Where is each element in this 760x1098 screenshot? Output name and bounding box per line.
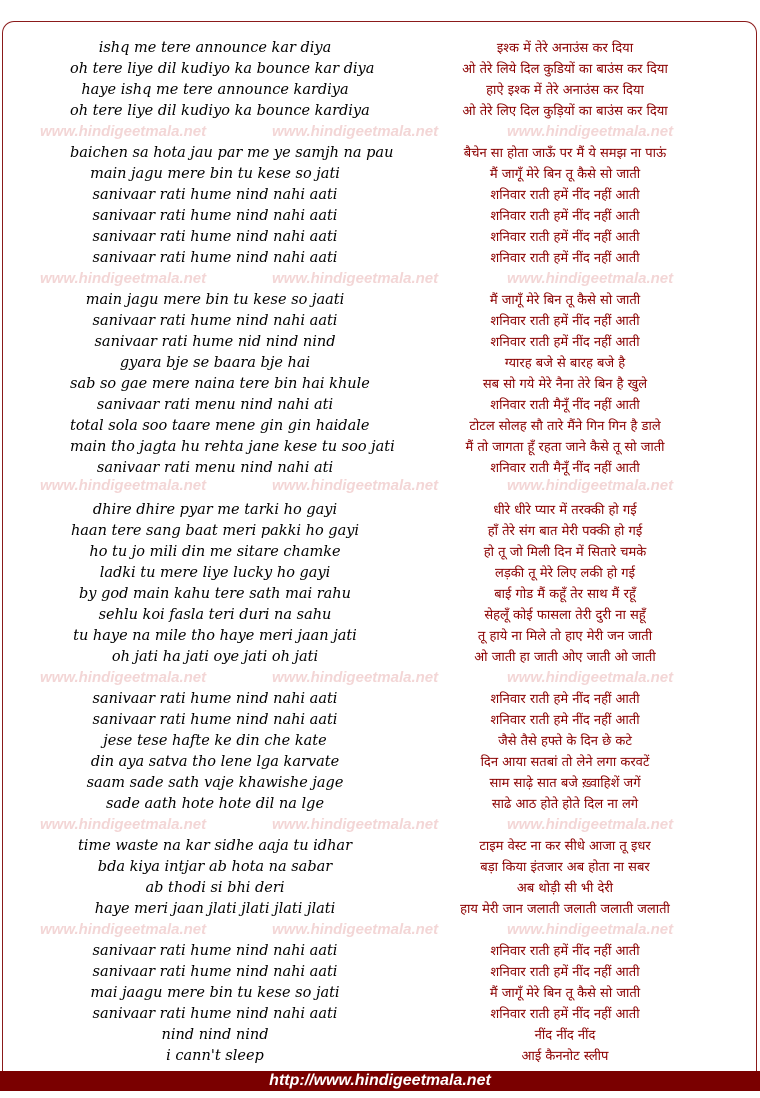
lyric-english: mai jaagu mere bin tu kese so jati xyxy=(90,985,340,1001)
lyric-hindi: सब सो गये मेरे नैना तेरे बिन है खुले xyxy=(482,377,648,392)
watermark-row xyxy=(0,920,760,940)
lyric-hindi: शनिवार राती हमे नींद नहीं आती xyxy=(490,713,640,728)
lyric-line xyxy=(0,773,760,794)
lyric-line xyxy=(0,605,760,626)
lyric-hindi: ओ जाती हा जाती ओए जाती ओ जाती xyxy=(474,650,656,665)
lyric-hindi: शनिवार राती हमें नींद नहीं आती xyxy=(490,314,640,329)
watermark-text: www.hindigeetmala.net xyxy=(272,921,439,938)
lyric-hindi: हाँ तेरे संग बात मेरी पक्की हो गई xyxy=(487,524,643,539)
lyric-line xyxy=(0,416,760,437)
lyric-line xyxy=(0,1046,760,1067)
lyric-line xyxy=(0,1004,760,1025)
lyric-hindi: हाय मेरी जान जलाती जलाती जलाती जलाती xyxy=(460,902,670,917)
lyric-hindi: लड़की तू मेरे लिए लकी हो गई xyxy=(495,566,635,581)
watermark-text: www.hindigeetmala.net xyxy=(40,921,207,938)
lyric-english: sanivaar rati hume nind nahi aati xyxy=(92,691,338,707)
lyric-line xyxy=(0,710,760,731)
watermark-text: www.hindigeetmala.net xyxy=(272,123,439,140)
footer-url-bar[interactable]: http://www.hindigeetmala.net xyxy=(0,1071,760,1091)
lyric-english: sanivaar rati hume nind nahi aati xyxy=(92,313,338,329)
lyric-line xyxy=(0,374,760,395)
lyric-line xyxy=(0,689,760,710)
lyric-hindi: तू हाये ना मिले तो हाए मेरी जन जाती xyxy=(477,629,653,644)
lyric-hindi: आई कैननोट स्लीप xyxy=(521,1049,609,1064)
lyric-line xyxy=(0,962,760,983)
lyric-hindi: अब थोड़ी सी भी देरी xyxy=(516,881,614,896)
lyric-line xyxy=(0,500,760,521)
watermark-row xyxy=(0,476,760,496)
lyric-line xyxy=(0,752,760,773)
lyric-line xyxy=(0,185,760,206)
lyric-english: by god main kahu tere sath mai rahu xyxy=(79,586,351,602)
lyric-line xyxy=(0,395,760,416)
watermark-text: www.hindigeetmala.net xyxy=(507,816,674,833)
lyric-line xyxy=(0,332,760,353)
lyric-english: i cann't sleep xyxy=(166,1048,264,1064)
lyric-hindi: शनिवार राती हमें नींद नहीं आती xyxy=(490,188,640,203)
watermark-text: www.hindigeetmala.net xyxy=(40,669,207,686)
watermark-text: www.hindigeetmala.net xyxy=(272,816,439,833)
lyric-hindi: शनिवार राती हमें नींद नहीं आती xyxy=(490,335,640,350)
watermark-text: www.hindigeetmala.net xyxy=(507,477,674,494)
lyric-line xyxy=(0,878,760,899)
lyric-hindi: टोटल सोलह सौ तारे मैंने गिन गिन है डाले xyxy=(469,419,661,434)
lyric-hindi: ओ तेरे लिये दिल कुडियों का बाउंस कर दिया xyxy=(462,62,668,77)
lyric-line xyxy=(0,164,760,185)
lyric-english: haye meri jaan jlati jlati jlati jlati xyxy=(94,901,336,917)
lyric-english: time waste na kar sidhe aaja tu idhar xyxy=(77,838,353,854)
lyric-english: sanivaar rati hume nind nahi aati xyxy=(92,1006,338,1022)
lyric-hindi: शनिवार राती हमें नींद नहीं आती xyxy=(490,1007,640,1022)
lyric-english: ishq me tere announce kar diya xyxy=(98,40,332,56)
lyric-english: main jagu mere bin tu kese so jati xyxy=(90,166,340,182)
lyric-hindi: मैं जागूँ मेरे बिन तू कैसे सो जाती xyxy=(489,293,641,308)
lyric-english: sade aath hote hote dil na lge xyxy=(105,796,325,812)
lyric-english: dhire dhire pyar me tarki ho gayi xyxy=(92,502,338,518)
lyric-hindi: शनिवार राती हमें नींद नहीं आती xyxy=(490,944,640,959)
lyric-english: bda kiya intjar ab hota na sabar xyxy=(97,859,333,875)
lyric-english: sehlu koi fasla teri duri na sahu xyxy=(98,607,332,623)
lyric-english: sanivaar rati hume nind nahi aati xyxy=(92,712,338,728)
watermark-text: www.hindigeetmala.net xyxy=(507,270,674,287)
lyric-line xyxy=(0,353,760,374)
lyric-line xyxy=(0,143,760,164)
lyric-line xyxy=(0,731,760,752)
lyric-english: saam sade sath vaje khawishe jage xyxy=(86,775,344,791)
lyric-line xyxy=(0,563,760,584)
lyric-english: ab thodi si bhi deri xyxy=(145,880,285,896)
lyric-hindi: मैं तो जागता हूँ रहता जाने कैसे तू सो जाती xyxy=(465,440,665,455)
lyric-english: sab so gae mere naina tere bin hai khule xyxy=(70,376,370,392)
lyric-hindi: साम साढ़े सात बजे ख़्वाहिशें जगें xyxy=(489,776,641,791)
watermark-text: www.hindigeetmala.net xyxy=(40,270,207,287)
lyric-english: total sola soo taare mene gin gin haidale xyxy=(70,418,370,434)
watermark-text: www.hindigeetmala.net xyxy=(507,921,674,938)
watermark-text: www.hindigeetmala.net xyxy=(40,123,207,140)
lyric-english: ho tu jo mili din me sitare chamke xyxy=(89,544,341,560)
lyric-english: sanivaar rati hume nind nahi aati xyxy=(92,943,338,959)
lyric-line xyxy=(0,101,760,122)
lyric-english: nind nind nind xyxy=(161,1027,269,1043)
lyric-line xyxy=(0,794,760,815)
lyric-line xyxy=(0,248,760,269)
lyric-line xyxy=(0,80,760,101)
lyric-english: sanivaar rati hume nind nahi aati xyxy=(92,229,338,245)
lyric-hindi: ओ तेरे लिए दिल कुड़ियों का बाउंस कर दिया xyxy=(462,104,668,119)
lyric-english: sanivaar rati hume nind nahi aati xyxy=(92,250,338,266)
lyric-hindi: शनिवार राती हमें नींद नहीं आती xyxy=(490,251,640,266)
watermark-text: www.hindigeetmala.net xyxy=(40,477,207,494)
lyric-english: sanivaar rati menu nind nahi ati xyxy=(96,460,334,476)
lyric-english: ladki tu mere liye lucky ho gayi xyxy=(99,565,331,581)
lyric-hindi: मैं जागूँ मेरे बिन तू कैसे सो जाती xyxy=(489,167,641,182)
lyric-english: oh jati ha jati oye jati oh jati xyxy=(111,649,319,665)
lyric-english: sanivaar rati menu nind nahi ati xyxy=(96,397,334,413)
lyric-english: main tho jagta hu rehta jane kese tu soo jati xyxy=(70,439,395,455)
lyric-english: haye ishq me tere announce kardiya xyxy=(81,82,349,98)
lyric-line xyxy=(0,941,760,962)
watermark-text: www.hindigeetmala.net xyxy=(272,270,439,287)
lyric-hindi: शनिवार राती मैनूँ नींद नहीं आती xyxy=(490,398,640,413)
lyric-hindi: बैचेन सा होता जाऊँ पर मैं ये समझ ना पाऊं xyxy=(463,146,667,161)
lyric-english: haan tere sang baat meri pakki ho gayi xyxy=(70,523,360,539)
lyric-hindi: ग्यारह बजे से बारह बजे है xyxy=(504,356,626,371)
lyric-hindi: नींद नींद नींद xyxy=(534,1028,596,1043)
lyric-english: oh tere liye dil kudiyo ka bounce kar diya xyxy=(70,61,375,77)
lyric-english: oh tere liye dil kudiyo ka bounce kardiya xyxy=(70,103,370,119)
lyric-line xyxy=(0,542,760,563)
lyric-hindi: दिन आया सतबां तो लेने लगा करवटें xyxy=(480,755,650,770)
lyric-line xyxy=(0,38,760,59)
lyric-english: tu haye na mile tho haye meri jaan jati xyxy=(73,628,357,644)
watermark-text: www.hindigeetmala.net xyxy=(272,477,439,494)
lyric-line xyxy=(0,1025,760,1046)
lyric-hindi: बाई गोड मैं कहूँ तेर साथ मैं रहूँ xyxy=(494,587,636,602)
lyric-line xyxy=(0,647,760,668)
lyric-line xyxy=(0,437,760,458)
watermark-row xyxy=(0,122,760,142)
lyric-line xyxy=(0,206,760,227)
lyric-english: baichen sa hota jau par me ye samjh na pau xyxy=(70,145,394,161)
lyric-english: gyara bje se baara bje hai xyxy=(119,355,311,371)
lyric-line xyxy=(0,899,760,920)
lyric-line xyxy=(0,227,760,248)
lyric-line xyxy=(0,521,760,542)
lyric-hindi: सेहलूँ कोई फासला तेरी दुरी ना सहूँ xyxy=(484,608,646,623)
watermark-text: www.hindigeetmala.net xyxy=(272,669,439,686)
lyric-hindi: शनिवार राती हमें नींद नहीं आती xyxy=(490,965,640,980)
lyric-line xyxy=(0,290,760,311)
lyric-line xyxy=(0,311,760,332)
lyric-hindi: टाइम वेस्ट ना कर सीधे आजा तू इधर xyxy=(479,839,651,854)
watermark-text: www.hindigeetmala.net xyxy=(507,123,674,140)
lyric-line xyxy=(0,626,760,647)
lyric-hindi: धीरे धीरे प्यार में तरक्की हो गई xyxy=(493,503,637,518)
watermark-text: www.hindigeetmala.net xyxy=(507,669,674,686)
lyric-hindi: हो तू जो मिली दिन में सितारे चमके xyxy=(483,545,647,560)
lyric-english: sanivaar rati hume nind nahi aati xyxy=(92,208,338,224)
lyric-english: sanivaar rati hume nid nind nind xyxy=(94,334,336,350)
watermark-text: www.hindigeetmala.net xyxy=(40,816,207,833)
lyric-hindi: मैं जागूँ मेरे बिन तू कैसे सो जाती xyxy=(489,986,641,1001)
lyric-hindi: जैसे तैसे हफ्ते के दिन छे कटे xyxy=(498,734,632,749)
watermark-row xyxy=(0,815,760,835)
lyric-hindi: साढे आठ होते होते दिल ना लगे xyxy=(491,797,639,812)
lyric-english: main jagu mere bin tu kese so jaati xyxy=(85,292,345,308)
lyric-hindi: शनिवार राती हमें नींद नहीं आती xyxy=(490,209,640,224)
watermark-row xyxy=(0,668,760,688)
lyric-english: sanivaar rati hume nind nahi aati xyxy=(92,187,338,203)
lyric-hindi: हाऐ इश्क में तेरे अनाउंस कर दिया xyxy=(486,83,644,98)
lyric-hindi: इश्क में तेरे अनाउंस कर दिया xyxy=(496,41,634,56)
lyric-hindi: बड़ा किया इंतजार अब होता ना सबर xyxy=(480,860,650,875)
lyric-hindi: शनिवार राती मैनूँ नींद नहीं आती xyxy=(490,461,640,476)
lyric-line xyxy=(0,836,760,857)
lyric-line xyxy=(0,584,760,605)
lyric-line xyxy=(0,857,760,878)
lyric-english: sanivaar rati hume nind nahi aati xyxy=(92,964,338,980)
watermark-row xyxy=(0,269,760,289)
lyric-line xyxy=(0,59,760,80)
lyric-english: jese tese hafte ke din che kate xyxy=(103,733,327,749)
lyric-hindi: शनिवार राती हमें नींद नहीं आती xyxy=(490,230,640,245)
lyric-english: din aya satva tho lene lga karvate xyxy=(90,754,340,770)
lyric-hindi: शनिवार राती हमे नींद नहीं आती xyxy=(490,692,640,707)
lyric-line xyxy=(0,983,760,1004)
